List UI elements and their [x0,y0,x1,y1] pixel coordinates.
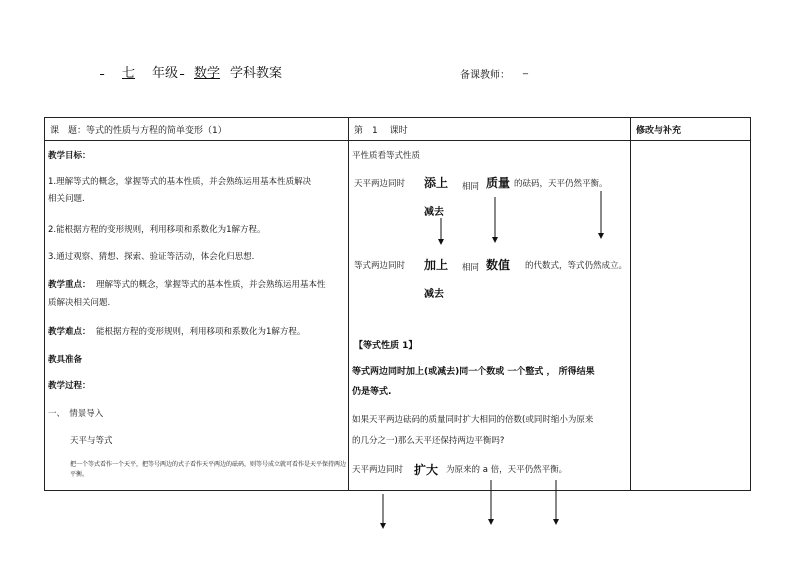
prep-label: 教具准备 [48,355,83,365]
difficulty-text: 能根据方程的变形规则，利用移项和系数化为1解方程。 [96,327,306,337]
subject-suffix: 学科教案 [230,66,283,81]
row1-same: 相同 [462,182,480,192]
key-label: 教学重点： [48,280,91,290]
topic-cell: 课 题：等式的性质与方程的简单变形（1） [50,126,227,136]
intro-text: 平性质看等式性质 [352,151,421,161]
difficulty-label: 教学难点： [48,327,91,337]
table-left-border [44,117,45,491]
row1-prefix: 天平两边同时 [354,179,406,189]
property-1-line-a: 等式两边同时加上(或减去)同一个数或 一个整式 ， 所得结果 [352,367,595,377]
property-1-line-b: 仍是等式. [352,387,392,397]
row2-op-add: 加上 [424,258,449,272]
goal-1-line-a: 1.理解等式的概念，掌握等式的基本性质，并会熟练运用基本性质解决 [48,177,312,187]
subject: 数学 [194,66,221,81]
row2-suffix: 的代数式，等式仍然成立。 [525,261,628,271]
lesson-cell: 第 1 课时 [354,126,408,136]
table-bottom-border [44,490,751,491]
row3-op-scale: 扩大 [414,463,439,477]
row2-op-subtract: 减去 [424,289,444,300]
row1-object: 质量 [486,176,511,190]
property-1-title: 【等式性质 1】 [354,341,418,351]
row3-suffix: 为原来的 a 倍，天平仍然平衡。 [446,465,568,475]
row2-prefix: 等式两边同时 [354,261,406,271]
table-header-divider [44,140,751,141]
small-paragraph: 把一个等式看作一个天平，把等号两边的式子看作天平两边的砝码，则等号成立就可看作是天平保持两边平衡。 [70,461,347,479]
table-top-border [44,117,751,118]
grade: 七 [122,66,136,81]
row3-prefix: 天平两边同时 [352,465,404,475]
goals-label: 教学目标： [48,151,91,161]
row2-object: 数值 [486,258,511,272]
row1-op-subtract: 减去 [424,207,444,218]
revision-cell: 修改与补充 [636,126,682,136]
subsection-title: 天平与等式 [70,436,113,446]
table-right-border [750,117,751,491]
goal-3: 3.通过观察、猜想、探索、验证等活动，体会化归思想. [48,252,255,262]
goal-2: 2.能根据方程的变形规则，利用移项和系数化为1解方程。 [48,225,266,235]
question-line-a: 如果天平两边砝码的质量同时扩大相同的倍数(或同时缩小为原来 [352,415,594,425]
row1-suffix: 的砝码，天平仍然平衡。 [514,179,608,189]
question-line-b: 的几分之一)那么天平还保持两边平衡吗? [352,436,505,446]
grade-suffix: 年级 [152,66,179,81]
process-label: 教学过程： [48,381,91,391]
table-col-divider-2 [630,117,631,491]
teacher-name: _ [523,64,528,75]
key-line-a: 理解等式的概念，掌握等式的基本性质，并会熟练运用基本性 [96,280,326,290]
row2-same: 相同 [462,263,480,273]
goal-1-line-b: 相关问题. [48,194,85,204]
section-1-heading: 一、 情景导入 [48,409,104,419]
key-line-b: 质解决相关问题. [48,298,111,308]
teacher-label: 备课教师： [460,70,510,81]
row1-op-add: 添上 [424,176,449,190]
table-col-divider-1 [348,117,349,491]
